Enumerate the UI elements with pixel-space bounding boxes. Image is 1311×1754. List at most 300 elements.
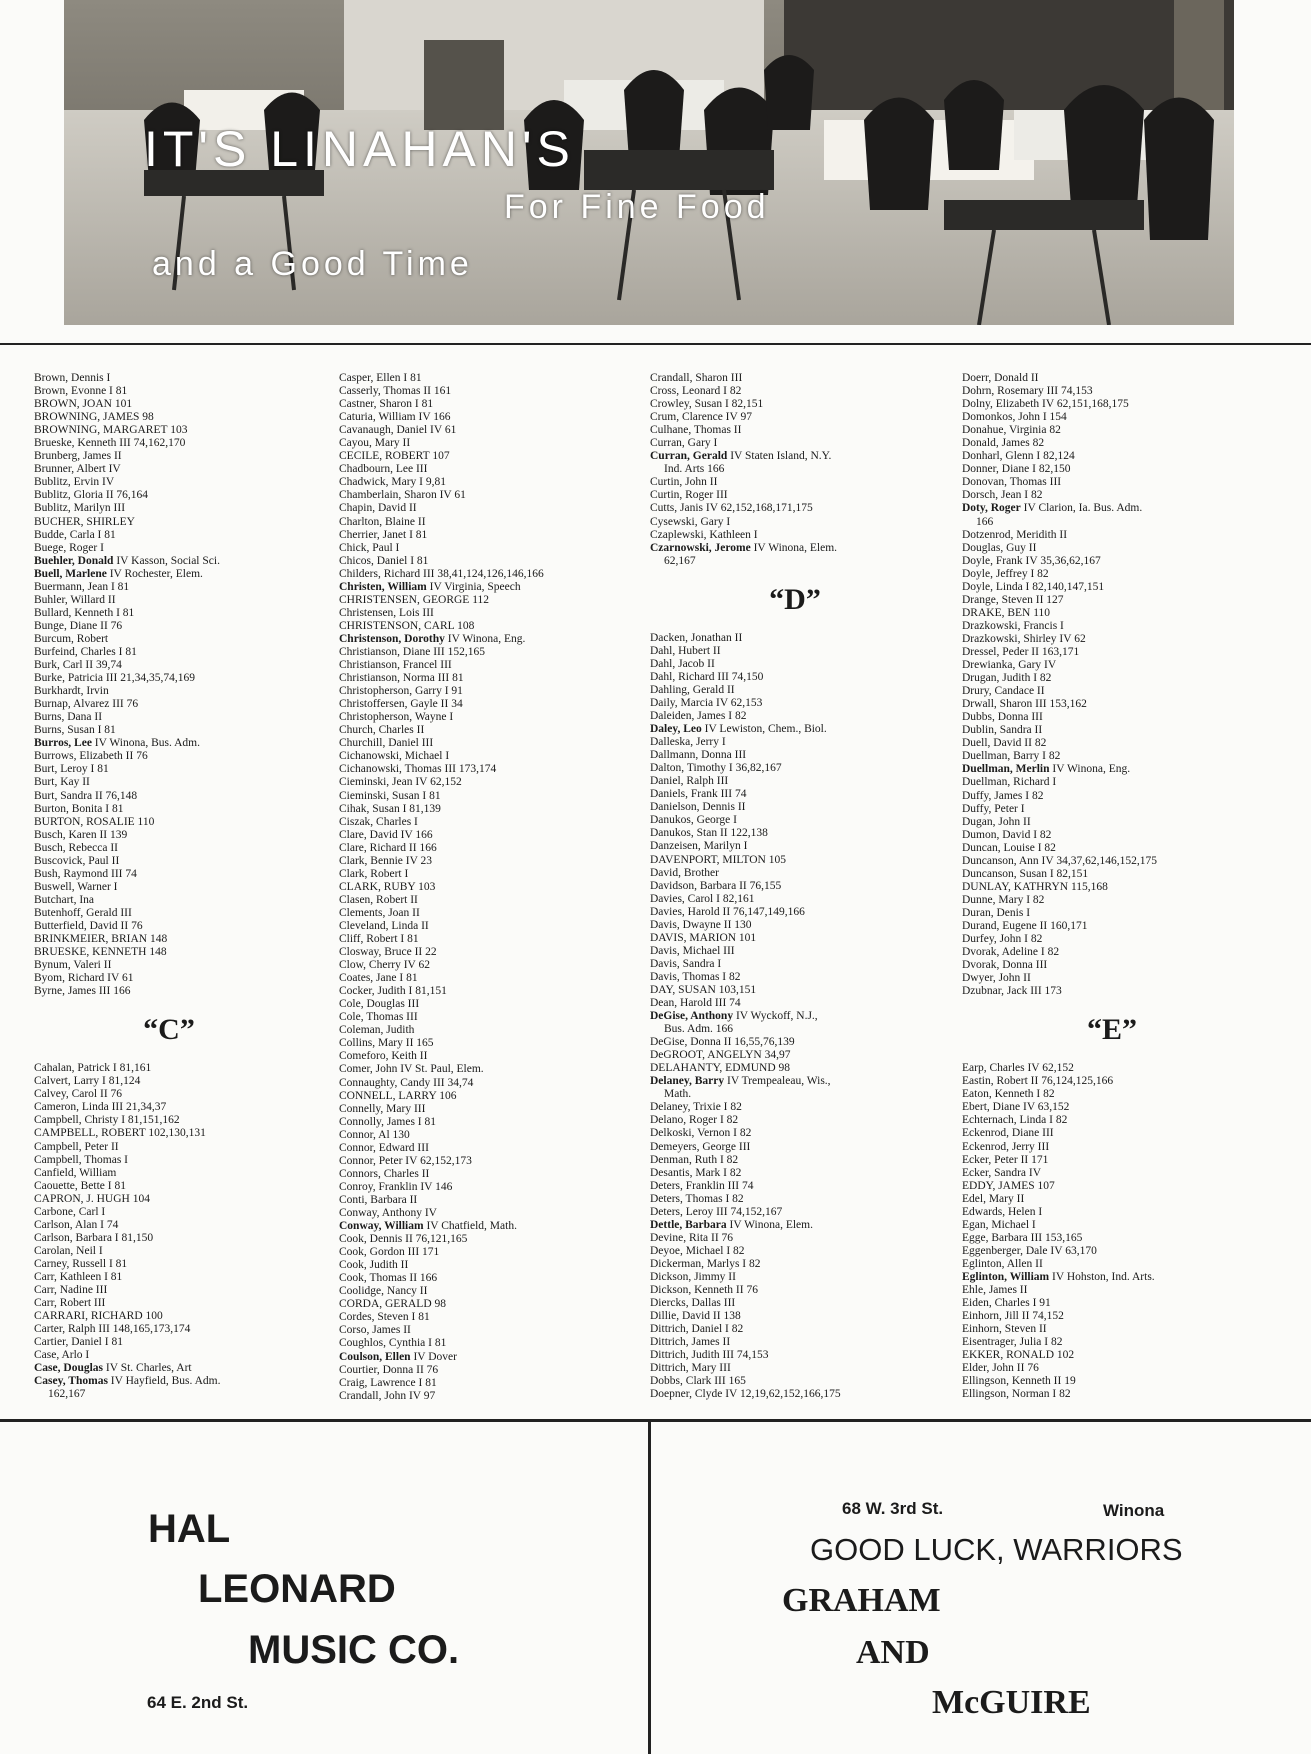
directory-entry: Clasen, Robert II bbox=[339, 893, 418, 906]
directory-entry: Chapin, David II bbox=[339, 502, 417, 515]
directory-entry: Bullard, Kenneth I 81 bbox=[34, 606, 135, 619]
directory-entry: Brunner, Albert IV bbox=[34, 463, 121, 476]
directory-entry: Duncanson, Susan I 82,151 bbox=[962, 867, 1089, 880]
directory-entry: Czaplewski, Kathleen I bbox=[650, 528, 758, 541]
directory-entry: Carr, Kathleen I 81 bbox=[34, 1271, 123, 1283]
directory-entry: Burns, Susan I 81 bbox=[34, 724, 116, 737]
directory-entry: Davidson, Barbara II 76,155 bbox=[650, 879, 782, 892]
directory-entry: Cliff, Robert I 81 bbox=[339, 933, 419, 946]
senior-name: Christenson, Dorothy bbox=[339, 632, 445, 645]
directory-entry: Eglinton, Allen II bbox=[962, 1257, 1043, 1270]
directory-entry: Eggenberger, Dale IV 63,170 bbox=[962, 1244, 1097, 1257]
directory-entry: Coates, Jane I 81 bbox=[339, 972, 418, 985]
directory-entry: Carlson, Barbara I 81,150 bbox=[34, 1231, 154, 1244]
directory-entry: Delano, Roger I 82 bbox=[650, 1114, 739, 1127]
directory-entry: Donner, Diane I 82,150 bbox=[962, 463, 1071, 476]
senior-name: Case, Douglas bbox=[34, 1362, 104, 1375]
directory-entry: Egge, Barbara III 153,165 bbox=[962, 1231, 1083, 1244]
directory-entry: CAMPBELL, ROBERT 102,130,131 bbox=[34, 1127, 206, 1140]
directory-entry: Butterfield, David II 76 bbox=[34, 919, 143, 932]
directory-entry-continuation: Bus. Adm. 166 bbox=[664, 1023, 734, 1036]
directory-entry: Durand, Eugene II 160,171 bbox=[962, 919, 1088, 932]
directory-entry: Connor, Peter IV 62,152,173 bbox=[339, 1154, 472, 1167]
directory-entry: Daniel, Ralph III bbox=[650, 775, 729, 788]
directory-entry: Devine, Rita II 76 bbox=[650, 1231, 734, 1244]
directory-entry: CECILE, ROBERT 107 bbox=[339, 450, 450, 463]
directory-entry: Buscovick, Paul II bbox=[34, 854, 120, 867]
directory-entry: Cutts, Janis IV 62,152,168,171,175 bbox=[650, 502, 813, 515]
directory-entry: Duell, David II 82 bbox=[962, 737, 1047, 750]
directory-entry: Burfeind, Charles I 81 bbox=[34, 645, 137, 658]
directory-column-3 bbox=[650, 372, 940, 1401]
directory-entry: Carney, Russell I 81 bbox=[34, 1257, 128, 1270]
directory-entry: Cook, Dennis II 76,121,165 bbox=[339, 1233, 468, 1246]
senior-name: Dettle, Barbara bbox=[650, 1218, 727, 1231]
directory-entry: DUNLAY, KATHRYN 115,168 bbox=[962, 880, 1108, 893]
directory-entry: DAVIS, MARION 101 bbox=[650, 931, 757, 944]
senior-name: Czarnowski, Jerome bbox=[650, 541, 751, 554]
directory-entry: Delaney, Trixie I 82 bbox=[650, 1101, 742, 1114]
directory-entry: Calvey, Carol II 76 bbox=[34, 1088, 123, 1101]
directory-entry: Christianson, Diane III 152,165 bbox=[339, 645, 485, 658]
directory-entry: Culhane, Thomas II bbox=[650, 424, 742, 437]
directory-entry: Duncanson, Ann IV 34,37,62,146,152,175 bbox=[962, 854, 1157, 867]
directory-entry: Case, Arlo I bbox=[34, 1349, 90, 1362]
directory-entry: Crandall, Sharon III bbox=[650, 372, 743, 384]
graham-mcguire-slogan: GOOD LUCK, WARRIORS bbox=[810, 1532, 1183, 1567]
directory-entry: Clark, Bennie IV 23 bbox=[339, 854, 433, 867]
directory-entry: Canfield, William bbox=[34, 1166, 117, 1179]
directory-entry: Dallmann, Donna III bbox=[650, 749, 747, 762]
graham-mcguire-name-line-3: McGUIRE bbox=[932, 1684, 1091, 1721]
directory-entry: Curran, Gary I bbox=[650, 437, 718, 450]
directory-entry: Closway, Bruce II 22 bbox=[339, 946, 437, 959]
directory-entry: Cross, Leonard I 82 bbox=[650, 385, 742, 398]
directory-entry: Christopherson, Wayne I bbox=[339, 711, 454, 724]
directory-entry: Cavanaugh, Daniel IV 61 bbox=[339, 424, 457, 437]
directory-entry: Dolny, Elizabeth IV 62,151,168,175 bbox=[962, 398, 1129, 411]
directory-entry: Chick, Paul I bbox=[339, 541, 400, 554]
directory-entry: Christoffersen, Gayle II 34 bbox=[339, 698, 463, 711]
restaurant-photo-ad bbox=[64, 0, 1234, 325]
directory-entry: Buswell, Warner I bbox=[34, 880, 118, 893]
directory-entry: Daniels, Frank III 74 bbox=[650, 788, 747, 801]
directory-entry: Curran, Gerald IV Staten Island, N.Y. bbox=[650, 450, 832, 463]
directory-entry: Dzubnar, Jack III 173 bbox=[962, 985, 1062, 998]
directory-entry: Bynum, Valeri II bbox=[34, 959, 112, 972]
directory-entry: Carr, Robert III bbox=[34, 1297, 106, 1310]
directory-entry: Dorsch, Jean I 82 bbox=[962, 489, 1043, 502]
directory-entry: DAVENPORT, MILTON 105 bbox=[650, 853, 786, 866]
directory-entry: Christianson, Francel III bbox=[339, 659, 452, 672]
directory-entry: Burk, Carl II 39,74 bbox=[34, 659, 122, 672]
directory-entry: Byrne, James III 166 bbox=[34, 985, 131, 998]
directory-entry: Campbell, Peter II bbox=[34, 1140, 119, 1153]
directory-entry: Dohrn, Rosemary III 74,153 bbox=[962, 385, 1093, 398]
directory-entry: Duellman, Merlin IV Winona, Eng. bbox=[962, 763, 1131, 776]
directory-entry: Delkoski, Vernon I 82 bbox=[650, 1127, 752, 1140]
directory-entry: Busch, Karen II 139 bbox=[34, 828, 128, 841]
directory-entry: Brueske, Kenneth III 74,162,170 bbox=[34, 437, 186, 450]
directory-entry: Dickson, Jimmy II bbox=[650, 1271, 736, 1283]
directory-entry: Cook, Thomas II 166 bbox=[339, 1272, 438, 1285]
directory-entry: Corso, James II bbox=[339, 1324, 411, 1337]
directory-entry: Dittrich, Daniel I 82 bbox=[650, 1323, 744, 1336]
directory-entry: Connaughty, Candy III 34,74 bbox=[339, 1076, 474, 1089]
directory-entry: Doty, Roger IV Clarion, Ia. Bus. Adm. bbox=[962, 502, 1143, 515]
directory-entry: Bush, Raymond III 74 bbox=[34, 867, 137, 880]
directory-entry: Elder, John II 76 bbox=[962, 1362, 1039, 1375]
directory-entry: Cordes, Steven I 81 bbox=[339, 1311, 430, 1324]
directory-entry: DRAKE, BEN 110 bbox=[962, 606, 1051, 619]
directory-entry: Coleman, Judith bbox=[339, 1024, 415, 1037]
directory-entry: Echternach, Linda I 82 bbox=[962, 1114, 1068, 1127]
directory-entry: Burns, Dana II bbox=[34, 711, 103, 724]
directory-entry: CONNELL, LARRY 106 bbox=[339, 1089, 457, 1102]
directory-entry: EDDY, JAMES 107 bbox=[962, 1179, 1055, 1192]
directory-entry: Dahl, Hubert II bbox=[650, 644, 721, 657]
senior-name: Delaney, Barry bbox=[650, 1075, 725, 1088]
senior-name: Buell, Marlene bbox=[34, 567, 107, 580]
senior-name: Duellman, Merlin bbox=[962, 763, 1050, 776]
directory-entry: Eckenrod, Jerry III bbox=[962, 1140, 1050, 1153]
directory-entry: Donahue, Virginia 82 bbox=[962, 424, 1061, 437]
directory-entry: Burnap, Alvarez III 76 bbox=[34, 698, 139, 711]
senior-name: Conway, William bbox=[339, 1220, 424, 1233]
directory-entry: Duran, Denis I bbox=[962, 906, 1031, 919]
graham-mcguire-address: 68 W. 3rd St. bbox=[842, 1499, 944, 1518]
graham-mcguire-name-line-1: GRAHAM bbox=[782, 1582, 941, 1619]
directory-entry: Cole, Thomas III bbox=[339, 1011, 418, 1024]
directory-entry: Cysewski, Gary I bbox=[650, 515, 731, 528]
directory-entry: Drazkowski, Francis I bbox=[962, 619, 1064, 632]
directory-entry: BRINKMEIER, BRIAN 148 bbox=[34, 933, 168, 946]
directory-entry: Cocker, Judith I 81,151 bbox=[339, 985, 447, 998]
directory-entry: Duncan, Louise I 82 bbox=[962, 841, 1056, 854]
directory-entry: Busch, Rebecca II bbox=[34, 841, 118, 854]
section-letter-header: “C” bbox=[143, 1013, 195, 1047]
directory-entry: Buell, Marlene IV Rochester, Elem. bbox=[34, 567, 203, 580]
directory-column-1 bbox=[34, 372, 304, 1401]
directory-entry: Dvorak, Donna III bbox=[962, 959, 1048, 972]
graham-mcguire-city: Winona bbox=[1103, 1501, 1165, 1520]
directory-entry: Clark, Robert I bbox=[339, 867, 409, 880]
directory-entry: Eglinton, William IV Hohston, Ind. Arts. bbox=[962, 1271, 1155, 1283]
section-letter-header: “E” bbox=[1086, 1013, 1137, 1047]
directory-entry: Dalton, Timothy I 36,82,167 bbox=[650, 762, 782, 775]
directory-entry: Dettle, Barbara IV Winona, Elem. bbox=[650, 1218, 813, 1231]
directory-entry: Carbone, Carl I bbox=[34, 1205, 106, 1218]
directory-entry: Bublitz, Gloria II 76,164 bbox=[34, 489, 149, 502]
directory-entry: Buehler, Donald IV Kasson, Social Sci. bbox=[34, 554, 220, 567]
directory-entry: Crandall, John IV 97 bbox=[339, 1389, 436, 1402]
directory-entry: Carr, Nadine III bbox=[34, 1284, 108, 1297]
directory-entry: Duellman, Richard I bbox=[962, 776, 1057, 789]
directory-entry: Drewianka, Gary IV bbox=[962, 659, 1057, 672]
directory-entry: Christen, William IV Virginia, Speech bbox=[339, 580, 521, 593]
hal-leonard-address: 64 E. 2nd St. bbox=[147, 1693, 249, 1712]
directory-entry: Dalleska, Jerry I bbox=[650, 736, 726, 749]
directory-entry-continuation: Math. bbox=[664, 1088, 692, 1101]
senior-name: Coulson, Ellen bbox=[339, 1350, 411, 1363]
directory-entry: Deyoe, Michael I 82 bbox=[650, 1244, 745, 1257]
directory-entry: CHRISTENSEN, GEORGE 112 bbox=[339, 593, 490, 606]
directory-entry: Calvert, Larry I 81,124 bbox=[34, 1075, 141, 1088]
directory-entry: Coulson, Ellen IV Dover bbox=[339, 1350, 457, 1363]
directory-entry: Dunne, Mary I 82 bbox=[962, 893, 1045, 906]
directory-entry: Bublitz, Ervin IV bbox=[34, 476, 115, 489]
directory-entry: Courtier, Donna II 76 bbox=[339, 1363, 439, 1376]
directory-entry: Domonkos, John I 154 bbox=[962, 411, 1067, 424]
directory-entry: Budde, Carla I 81 bbox=[34, 528, 116, 541]
directory-entry: Butchart, Ina bbox=[34, 893, 95, 906]
directory-entry: Conti, Barbara II bbox=[339, 1193, 418, 1206]
directory-entry: Deters, Thomas I 82 bbox=[650, 1192, 744, 1205]
directory-entry-continuation: Ind. Arts 166 bbox=[664, 463, 725, 476]
directory-entry: Ellingson, Norman I 82 bbox=[962, 1388, 1071, 1401]
directory-entry: Danukos, George I bbox=[650, 814, 737, 827]
hal-leonard-name-line-3: MUSIC CO. bbox=[248, 1628, 460, 1672]
directory-entry: Dean, Harold III 74 bbox=[650, 997, 741, 1010]
directory-entry: Campbell, Christy I 81,151,162 bbox=[34, 1114, 180, 1127]
directory-entry: Dublin, Sandra II bbox=[962, 724, 1043, 737]
directory-entry: Cahalan, Patrick I 81,161 bbox=[34, 1062, 152, 1075]
directory-entry: Dressel, Peder II 163,171 bbox=[962, 645, 1080, 658]
directory-entry: Coolidge, Nancy II bbox=[339, 1285, 428, 1298]
directory-entry: Dahling, Gerald II bbox=[650, 683, 735, 696]
directory-entry: Daleiden, James I 82 bbox=[650, 709, 747, 722]
directory-entry: DELAHANTY, EDMUND 98 bbox=[650, 1062, 791, 1075]
directory-entry: Coughlos, Cynthia I 81 bbox=[339, 1337, 447, 1350]
directory-entry: Dittrich, James II bbox=[650, 1336, 731, 1349]
directory-entry: Dubbs, Donna III bbox=[962, 711, 1043, 724]
directory-entry: Dahl, Jacob II bbox=[650, 657, 715, 670]
directory-entry: Ebert, Diane IV 63,152 bbox=[962, 1101, 1070, 1114]
divider-bottom bbox=[0, 1419, 1311, 1422]
directory-entry: Deters, Franklin III 74 bbox=[650, 1179, 754, 1192]
directory-entry: DeGise, Donna II 16,55,76,139 bbox=[650, 1036, 795, 1049]
directory-entry: Doepner, Clyde IV 12,19,62,152,166,175 bbox=[650, 1388, 841, 1401]
directory-entry: Bublitz, Marilyn III bbox=[34, 502, 126, 515]
directory-entry: Doyle, Linda I 82,140,147,151 bbox=[962, 580, 1105, 593]
directory-entry: Demeyers, George III bbox=[650, 1140, 751, 1153]
directory-entry: Donald, James 82 bbox=[962, 437, 1045, 450]
senior-name: Eglinton, William bbox=[962, 1271, 1050, 1283]
directory-entry: Drazkowski, Shirley IV 62 bbox=[962, 632, 1086, 645]
directory-entry: Ecker, Sandra IV bbox=[962, 1166, 1042, 1179]
ad-title: IT'S LINAHAN'S bbox=[144, 121, 575, 177]
directory-entry: DAY, SUSAN 103,151 bbox=[650, 983, 757, 996]
directory-entry: Cayou, Mary II bbox=[339, 437, 411, 450]
directory-entry: Conway, Anthony IV bbox=[339, 1207, 437, 1219]
directory-entry: Buege, Roger I bbox=[34, 541, 104, 554]
directory-entry: Cihak, Susan I 81,139 bbox=[339, 802, 441, 815]
directory-entry: Ehle, James II bbox=[962, 1284, 1028, 1297]
directory-entry: Ecker, Peter II 171 bbox=[962, 1153, 1049, 1166]
directory-entry: Cieminski, Jean IV 62,152 bbox=[339, 776, 462, 789]
directory-entry: Drugan, Judith I 82 bbox=[962, 672, 1052, 685]
directory-entry: Clare, David IV 166 bbox=[339, 828, 433, 841]
directory-entry: Burt, Kay II bbox=[34, 776, 90, 789]
directory-entry: Burrows, Elizabeth II 76 bbox=[34, 750, 148, 763]
directory-entry: Connolly, James I 81 bbox=[339, 1115, 436, 1128]
directory-entry: Carter, Ralph III 148,165,173,174 bbox=[34, 1323, 191, 1336]
directory-entry: Burkhardt, Irvin bbox=[34, 685, 109, 698]
directory-entry: Doerr, Donald II bbox=[962, 372, 1039, 384]
directory-entry: Conway, William IV Chatfield, Math. bbox=[339, 1220, 517, 1233]
directory-entry: Czarnowski, Jerome IV Winona, Elem. bbox=[650, 541, 838, 554]
directory-entry: CARRARI, RICHARD 100 bbox=[34, 1310, 163, 1323]
directory-entry: Curtin, John II bbox=[650, 476, 718, 489]
directory-entry: Brown, Dennis I bbox=[34, 372, 111, 384]
directory-entry: Churchill, Daniel III bbox=[339, 737, 434, 750]
directory-entry: Cartier, Daniel I 81 bbox=[34, 1336, 123, 1349]
directory-entry: Crowley, Susan I 82,151 bbox=[650, 398, 764, 411]
directory-entry: Christenson, Dorothy IV Winona, Eng. bbox=[339, 632, 526, 645]
directory-entry: Eckenrod, Diane III bbox=[962, 1127, 1054, 1140]
directory-entry: Denman, Ruth I 82 bbox=[650, 1153, 739, 1166]
hal-leonard-name-line-2: LEONARD bbox=[198, 1567, 396, 1611]
senior-name: Curran, Gerald bbox=[650, 450, 728, 463]
directory-entry: Eastin, Robert II 76,124,125,166 bbox=[962, 1075, 1114, 1088]
directory-column-2 bbox=[339, 372, 629, 1403]
directory-entry: Donovan, Thomas III bbox=[962, 476, 1062, 489]
directory-entry: Deters, Leroy III 74,152,167 bbox=[650, 1205, 783, 1218]
directory-entry: Burcum, Robert bbox=[34, 632, 109, 645]
directory-entry: Carolan, Neil I bbox=[34, 1244, 103, 1257]
directory-entry: Castner, Sharon I 81 bbox=[339, 398, 434, 411]
directory-entry: Duffy, James I 82 bbox=[962, 789, 1044, 802]
directory-entry: Caturia, William IV 166 bbox=[339, 411, 451, 424]
divider-top bbox=[0, 343, 1311, 345]
directory-entry: Butenhoff, Gerald III bbox=[34, 906, 132, 919]
directory-entry: Davis, Michael III bbox=[650, 944, 735, 957]
directory-entry: Connor, Edward III bbox=[339, 1141, 429, 1154]
directory-entry: Christopherson, Garry I 91 bbox=[339, 685, 463, 698]
directory-entry-continuation: 162,167 bbox=[48, 1388, 86, 1401]
directory-column-4 bbox=[962, 372, 1262, 1401]
directory-entry: Chadbourn, Lee III bbox=[339, 463, 428, 476]
directory-entry: Casper, Ellen I 81 bbox=[339, 372, 422, 384]
directory-entry: BROWNING, MARGARET 103 bbox=[34, 424, 188, 437]
directory-entry: DeGROOT, ANGELYN 34,97 bbox=[650, 1049, 791, 1062]
directory-entry: Edwards, Helen I bbox=[962, 1205, 1043, 1218]
directory-entry: Clements, Joan II bbox=[339, 906, 420, 919]
directory-entry: Cole, Douglas III bbox=[339, 998, 420, 1011]
directory-entry: Cichanowski, Thomas III 173,174 bbox=[339, 763, 497, 776]
directory-entry: Daley, Leo IV Lewiston, Chem., Biol. bbox=[650, 723, 827, 736]
directory-entry: Eiden, Charles I 91 bbox=[962, 1297, 1051, 1310]
directory-entry: Danzeisen, Marilyn I bbox=[650, 840, 748, 853]
directory-entry: Cherrier, Janet I 81 bbox=[339, 528, 428, 541]
directory-entry: Eisentrager, Julia I 82 bbox=[962, 1336, 1063, 1349]
senior-name: DeGise, Anthony bbox=[650, 1010, 734, 1023]
directory-entry: Cook, Judith II bbox=[339, 1259, 409, 1272]
directory-entry: Einhorn, Jill II 74,152 bbox=[962, 1310, 1064, 1323]
directory-entry: Dickerman, Marlys I 82 bbox=[650, 1257, 761, 1270]
directory-entry: Charlton, Blaine II bbox=[339, 515, 426, 528]
directory-entry: Ellingson, Kenneth II 19 bbox=[962, 1375, 1076, 1388]
directory-entry: Dahl, Richard III 74,150 bbox=[650, 670, 764, 683]
directory-entry: Dugan, John II bbox=[962, 815, 1031, 828]
directory-entry: Desantis, Mark I 82 bbox=[650, 1166, 742, 1179]
directory-entry: Dotzenrod, Meridith II bbox=[962, 528, 1068, 541]
section-letter-header: “D” bbox=[769, 582, 821, 616]
directory-entry: Cieminski, Susan I 81 bbox=[339, 789, 441, 802]
directory-entry: BRUESKE, KENNETH 148 bbox=[34, 946, 167, 959]
senior-name: Daley, Leo bbox=[650, 723, 702, 736]
directory-entry: BROWN, JOAN 101 bbox=[34, 398, 133, 411]
directory-entry: Daily, Marcia IV 62,153 bbox=[650, 696, 763, 709]
senior-name: Buehler, Donald bbox=[34, 554, 114, 567]
ad-tagline-time: and a Good Time bbox=[152, 245, 473, 283]
directory-entry-continuation: 166 bbox=[976, 515, 994, 528]
directory-entry: Doyle, Frank IV 35,36,62,167 bbox=[962, 554, 1101, 567]
directory-entry: Casey, Thomas IV Hayfield, Bus. Adm. bbox=[34, 1375, 221, 1388]
directory-entry: Ciszak, Charles I bbox=[339, 815, 418, 828]
senior-name: Doty, Roger bbox=[962, 502, 1021, 515]
directory-entry: CORDA, GERALD 98 bbox=[339, 1298, 447, 1311]
directory-entry: Delaney, Barry IV Trempealeau, Wis., bbox=[650, 1075, 831, 1088]
directory-entry: Chadwick, Mary I 9,81 bbox=[339, 476, 446, 489]
directory-entry: Carlson, Alan I 74 bbox=[34, 1218, 119, 1231]
directory-entry: David, Brother bbox=[650, 866, 719, 879]
directory-entry: Dobbs, Clark III 165 bbox=[650, 1375, 746, 1388]
directory-entry-continuation: 62,167 bbox=[664, 554, 696, 567]
directory-entry: Davis, Sandra I bbox=[650, 957, 722, 970]
directory-entry: Chicos, Daniel I 81 bbox=[339, 554, 429, 567]
directory-entry: Dwyer, John II bbox=[962, 972, 1031, 985]
directory-entry: Byom, Richard IV 61 bbox=[34, 972, 134, 985]
directory-entry: Childers, Richard III 38,41,124,126,146,166 bbox=[339, 567, 544, 580]
directory-entry: Eaton, Kenneth I 82 bbox=[962, 1088, 1055, 1101]
directory-entry: Dillie, David II 138 bbox=[650, 1310, 741, 1323]
directory-entry: BURTON, ROSALIE 110 bbox=[34, 815, 155, 828]
directory-entry: Cleveland, Linda II bbox=[339, 919, 429, 932]
directory-entry: Buhler, Willard II bbox=[34, 593, 116, 606]
directory-entry: Crum, Clarence IV 97 bbox=[650, 411, 752, 424]
directory-entry: Cichanowski, Michael I bbox=[339, 750, 450, 763]
ad-tagline-food: For Fine Food bbox=[504, 188, 770, 226]
directory-entry: DeGise, Anthony IV Wyckoff, N.J., bbox=[650, 1010, 818, 1023]
directory-entry: Connors, Charles II bbox=[339, 1167, 430, 1180]
directory-entry: Earp, Charles IV 62,152 bbox=[962, 1062, 1074, 1075]
directory-entry: Drange, Steven II 127 bbox=[962, 593, 1064, 606]
hal-leonard-name-line-1: HAL bbox=[148, 1507, 231, 1551]
directory-entry: Brunberg, James II bbox=[34, 450, 122, 463]
directory-entry: Comer, John IV St. Paul, Elem. bbox=[339, 1063, 484, 1076]
directory-entry: Drwall, Sharon III 153,162 bbox=[962, 698, 1087, 711]
directory-entry: Edel, Mary II bbox=[962, 1192, 1025, 1205]
divider-ads bbox=[648, 1419, 651, 1754]
directory-entry: Egan, Michael I bbox=[962, 1218, 1036, 1231]
directory-entry: Durfey, John I 82 bbox=[962, 933, 1043, 946]
directory-entry: Dickson, Kenneth II 76 bbox=[650, 1284, 758, 1297]
directory-entry: Clare, Richard II 166 bbox=[339, 841, 437, 854]
directory-entry: Duffy, Peter I bbox=[962, 802, 1025, 815]
directory-entry: Campbell, Thomas I bbox=[34, 1153, 129, 1166]
senior-name: Burros, Lee bbox=[34, 737, 92, 750]
senior-name: Casey, Thomas bbox=[34, 1375, 108, 1388]
directory-entry: Cameron, Linda III 21,34,37 bbox=[34, 1101, 167, 1114]
directory-entry: Burton, Bonita I 81 bbox=[34, 802, 124, 815]
directory-entry: Christensen, Lois III bbox=[339, 606, 434, 619]
directory-entry: Caouette, Bette I 81 bbox=[34, 1179, 126, 1192]
directory-entry: Chamberlain, Sharon IV 61 bbox=[339, 489, 466, 502]
directory-entry: Conroy, Franklin IV 146 bbox=[339, 1180, 453, 1193]
directory-entry: Burt, Sandra II 76,148 bbox=[34, 789, 138, 802]
directory-entry: Danielson, Dennis II bbox=[650, 801, 746, 814]
